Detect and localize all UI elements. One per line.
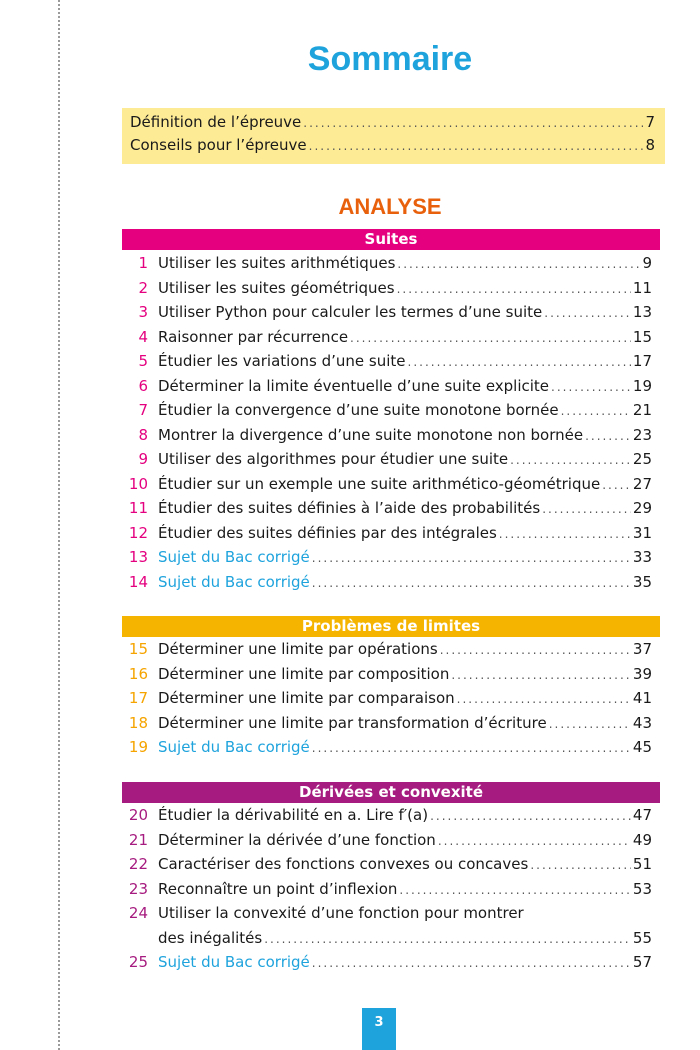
toc-entry[interactable] bbox=[122, 475, 652, 500]
toc-entry-conseils[interactable] bbox=[130, 136, 655, 159]
toc-entry-page: 31 bbox=[632, 523, 652, 542]
toc-entry[interactable] bbox=[122, 806, 652, 831]
toc-entry[interactable] bbox=[122, 254, 652, 279]
toc-entry[interactable] bbox=[122, 524, 652, 549]
intro-box bbox=[122, 108, 665, 164]
toc-entry-label: Utiliser la convexité d’une fonction pour montrer bbox=[158, 904, 524, 922]
toc-entry-sujet[interactable] bbox=[122, 548, 652, 573]
perforation-line bbox=[58, 0, 60, 1050]
leader-dots bbox=[312, 741, 631, 755]
toc-entry[interactable] bbox=[122, 714, 652, 739]
leader-dots bbox=[397, 257, 640, 271]
section-band-limites: Problèmes de limites bbox=[122, 616, 660, 637]
toc-entry-label: Montrer la divergence d’une suite monotone non bornée bbox=[158, 425, 584, 444]
toc-entry[interactable] bbox=[122, 279, 652, 304]
toc-entry-label: Étudier les variations d’une suite bbox=[158, 352, 406, 370]
toc-entry-number: 7 bbox=[138, 401, 148, 419]
toc-entry-label: Déterminer une limite par composition bbox=[158, 664, 450, 683]
page-number: 3 bbox=[362, 1008, 396, 1050]
toc-entry[interactable] bbox=[122, 499, 652, 524]
toc-entry-page: 15 bbox=[632, 327, 652, 346]
toc-entry[interactable] bbox=[122, 831, 652, 856]
toc-entry-number: 9 bbox=[138, 450, 148, 468]
toc-entry-label: Étudier la convergence d’une suite monotone bornée bbox=[158, 401, 559, 419]
toc-entry-page: 39 bbox=[632, 664, 652, 683]
leader-dots bbox=[430, 809, 631, 823]
part-title: ANALYSE bbox=[338, 194, 442, 219]
toc-entry-page: 43 bbox=[632, 713, 652, 732]
section-list-limites bbox=[122, 640, 652, 763]
toc-entry-number: 4 bbox=[138, 327, 148, 346]
toc-entry-label: Sujet du Bac corrigé bbox=[158, 572, 310, 591]
leader-dots bbox=[312, 551, 631, 565]
toc-entry-number: 17 bbox=[128, 689, 148, 707]
toc-entry-page: 9 bbox=[642, 254, 652, 272]
leader-dots bbox=[397, 282, 631, 296]
toc-entry-number: 23 bbox=[128, 879, 148, 898]
toc-entry-label: Étudier la dérivabilité en a. Lire f′(a) bbox=[158, 806, 429, 824]
toc-entry-number: 22 bbox=[128, 855, 148, 873]
toc-entry-page: 55 bbox=[632, 928, 652, 947]
toc-entry-label: Sujet du Bac corrigé bbox=[158, 548, 310, 566]
toc-entry-label-continued: des inégalités bbox=[158, 928, 263, 947]
toc-entry-page: 17 bbox=[632, 352, 652, 370]
toc-entry[interactable] bbox=[122, 352, 652, 377]
section-list-suites bbox=[122, 254, 652, 597]
toc-entry-label: Déterminer la limite éventuelle d’une suite explicite bbox=[158, 376, 550, 395]
toc-entry-number: 21 bbox=[128, 830, 148, 849]
toc-entry-label: Utiliser Python pour calculer les termes d’une suite bbox=[158, 303, 543, 321]
toc-entry[interactable] bbox=[122, 689, 652, 714]
toc-entry[interactable] bbox=[122, 880, 652, 905]
toc-entry-number: 8 bbox=[138, 425, 148, 444]
toc-entry-label: Étudier des suites définies par des intégrales bbox=[158, 523, 497, 542]
toc-entry-label: Déterminer une limite par comparaison bbox=[158, 689, 455, 707]
section-band-derivees: Dérivées et convexité bbox=[122, 782, 660, 803]
toc-entry-label: Sujet du Bac corrigé bbox=[158, 953, 310, 971]
section-list-derivees bbox=[122, 806, 652, 978]
toc-entry-number: 25 bbox=[128, 953, 148, 971]
leader-dots bbox=[457, 692, 631, 706]
toc-entry-page: 49 bbox=[632, 830, 652, 849]
leader-dots bbox=[303, 116, 643, 130]
toc-entry[interactable] bbox=[122, 904, 652, 929]
leader-dots bbox=[542, 502, 631, 516]
leader-dots bbox=[551, 380, 631, 394]
toc-entry-number: 13 bbox=[128, 548, 148, 566]
leader-dots bbox=[549, 717, 631, 731]
toc-entry-page: 35 bbox=[632, 572, 652, 591]
toc-entry-label: Définition de l’épreuve bbox=[130, 113, 302, 131]
toc-entry-page: 51 bbox=[632, 855, 652, 873]
toc-entry-sujet[interactable] bbox=[122, 953, 652, 978]
toc-entry[interactable] bbox=[122, 665, 652, 690]
leader-dots bbox=[451, 668, 631, 682]
toc-entry[interactable] bbox=[122, 450, 652, 475]
toc-entry-page: 45 bbox=[632, 738, 652, 756]
toc-entry-continuation[interactable] bbox=[122, 929, 652, 954]
toc-entry-number: 1 bbox=[138, 254, 148, 272]
toc-entry-number: 5 bbox=[138, 352, 148, 370]
toc-entry-label: Déterminer la dérivée d’une fonction bbox=[158, 830, 436, 849]
toc-entry[interactable] bbox=[122, 377, 652, 402]
toc-entry[interactable] bbox=[122, 328, 652, 353]
toc-entry-page: 27 bbox=[632, 474, 652, 493]
toc-entry-label: Raisonner par récurrence bbox=[158, 327, 349, 346]
leader-dots bbox=[585, 429, 631, 443]
toc-entry-page: 37 bbox=[632, 640, 652, 658]
toc-entry-number: 6 bbox=[138, 376, 148, 395]
leader-dots bbox=[408, 355, 631, 369]
toc-entry-page: 11 bbox=[632, 278, 652, 297]
toc-entry-label: Conseils pour l’épreuve bbox=[130, 136, 307, 154]
leader-dots bbox=[530, 858, 631, 872]
toc-entry-page: 25 bbox=[632, 450, 652, 468]
toc-entry-label: Utiliser les suites arithmétiques bbox=[158, 254, 396, 272]
toc-entry[interactable] bbox=[122, 303, 652, 328]
toc-entry-page: 33 bbox=[632, 548, 652, 566]
toc-entry-page: 23 bbox=[632, 425, 652, 444]
toc-entry-page: 13 bbox=[632, 303, 652, 321]
toc-entry[interactable] bbox=[122, 640, 652, 665]
toc-entry-number: 20 bbox=[128, 806, 148, 824]
toc-entry-page: 29 bbox=[632, 499, 652, 517]
toc-entry-label: Utiliser les suites géométriques bbox=[158, 278, 395, 297]
toc-entry[interactable] bbox=[122, 426, 652, 451]
leader-dots bbox=[312, 576, 631, 590]
toc-entry-number: 18 bbox=[128, 713, 148, 732]
leader-dots bbox=[438, 834, 631, 848]
toc-entry[interactable] bbox=[122, 855, 652, 880]
toc-entry-label: Déterminer une limite par transformation d’écriture bbox=[158, 713, 547, 732]
leader-dots bbox=[544, 306, 631, 320]
toc-entry-label: Déterminer une limite par opérations bbox=[158, 640, 438, 658]
toc-entry-label: Reconnaître un point d’inflexion bbox=[158, 879, 398, 898]
leader-dots bbox=[309, 139, 644, 153]
leader-dots bbox=[350, 331, 631, 345]
toc-entry-number: 11 bbox=[128, 499, 148, 517]
toc-entry-page: 21 bbox=[632, 401, 652, 419]
leader-dots bbox=[499, 527, 631, 541]
toc-entry-number: 10 bbox=[128, 474, 148, 493]
toc-entry-number: 2 bbox=[138, 278, 148, 297]
page-title: Sommaire bbox=[307, 40, 473, 78]
toc-entry-number: 15 bbox=[128, 640, 148, 658]
leader-dots bbox=[602, 478, 631, 492]
toc-entry-number: 16 bbox=[128, 664, 148, 683]
toc-entry-sujet[interactable] bbox=[122, 573, 652, 598]
toc-entry-page: 47 bbox=[632, 806, 652, 824]
toc-entry-page: 57 bbox=[632, 953, 652, 971]
toc-entry-number: 3 bbox=[138, 303, 148, 321]
leader-dots bbox=[399, 883, 631, 897]
toc-entry-number: 24 bbox=[128, 904, 148, 922]
leader-dots bbox=[510, 453, 631, 467]
toc-entry-label: Étudier des suites définies à l’aide des probabilités bbox=[158, 499, 541, 517]
toc-entry-page: 41 bbox=[632, 689, 652, 707]
toc-entry-page: 53 bbox=[632, 879, 652, 898]
leader-dots bbox=[312, 956, 631, 970]
toc-entry-label: Caractériser des fonctions convexes ou concaves bbox=[158, 855, 529, 873]
leader-dots bbox=[264, 932, 631, 946]
leader-dots bbox=[440, 643, 631, 657]
toc-entry-sujet[interactable] bbox=[122, 738, 652, 763]
toc-entry-label: Étudier sur un exemple une suite arithmético-géométrique bbox=[158, 474, 601, 493]
toc-entry-page: 8 bbox=[645, 136, 655, 154]
toc-entry-number: 12 bbox=[128, 523, 148, 542]
section-band-suites: Suites bbox=[122, 229, 660, 250]
leader-dots bbox=[561, 404, 631, 418]
toc-entry-page: 7 bbox=[645, 113, 655, 131]
toc-entry-label: Sujet du Bac corrigé bbox=[158, 738, 310, 756]
toc-entry[interactable] bbox=[122, 401, 652, 426]
toc-entry-label: Utiliser des algorithmes pour étudier une suite bbox=[158, 450, 509, 468]
toc-entry-number: 19 bbox=[128, 738, 148, 756]
toc-entry-number: 14 bbox=[128, 572, 148, 591]
toc-entry-definition[interactable] bbox=[130, 113, 655, 136]
toc-entry-page: 19 bbox=[632, 376, 652, 395]
